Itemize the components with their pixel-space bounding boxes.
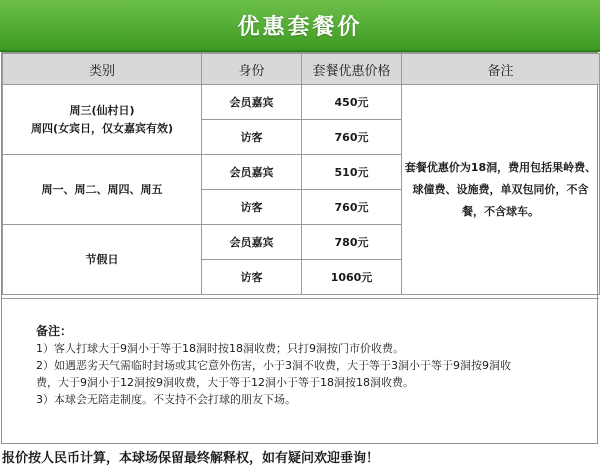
title-banner xyxy=(0,0,600,52)
category-line: 周四(女宾日，仅女嘉宾有效) xyxy=(30,121,174,135)
price-cell: 780元 xyxy=(302,225,402,260)
price-cell: 760元 xyxy=(302,190,402,225)
category-line: 周一、周二、周四、周五 xyxy=(41,182,163,196)
price-cell: 760元 xyxy=(302,120,402,155)
remarks-item: 1）客人打球大于9洞小于等于18洞时按18洞收费；只打9洞按门市价收费。 xyxy=(36,342,404,355)
page-title: 优惠套餐价 xyxy=(237,14,363,40)
column-header-note: 备注 xyxy=(402,54,600,85)
identity-cell: 访客 xyxy=(202,120,302,155)
column-header-identity: 身份 xyxy=(202,54,302,85)
category-cell xyxy=(3,155,202,225)
category-line: 周三(仙村日) xyxy=(69,103,135,117)
identity-cell: 访客 xyxy=(202,260,302,295)
identity-cell: 会员嘉宾 xyxy=(202,155,302,190)
identity-cell: 访客 xyxy=(202,190,302,225)
remarks-item: 3）本球会无陪走制度。不支持不会打球的朋友下场。 xyxy=(36,393,296,406)
identity-cell: 会员嘉宾 xyxy=(202,85,302,120)
column-header-price: 套餐优惠价格 xyxy=(302,54,402,85)
table-row xyxy=(3,85,600,120)
remarks-item: 2）如遇恶劣天气需临时封场或其它意外伤害，小于3洞不收费，大于等于3洞小于等于9洞按9洞收 xyxy=(36,359,511,372)
price-card xyxy=(1,52,598,444)
category-cell xyxy=(3,85,202,155)
price-cell: 450元 xyxy=(302,85,402,120)
price-table xyxy=(2,53,600,295)
note-cell: 套餐优惠价为18洞，费用包括果岭费、球僮费、设施费，单双包同价，不含餐，不含球车。 xyxy=(402,85,600,295)
category-cell xyxy=(3,225,202,295)
footer-notice: 报价按人民币计算，本球场保留最终解释权，如有疑问欢迎垂询！ xyxy=(0,448,600,470)
column-header-category: 类别 xyxy=(3,54,202,85)
remarks-item: 费，大于9洞小于12洞按9洞收费，大于等于12洞小于等于18洞按18洞收费。 xyxy=(36,376,414,389)
remarks-title: 备注： xyxy=(36,324,73,338)
price-cell: 1060元 xyxy=(302,260,402,295)
price-cell: 510元 xyxy=(302,155,402,190)
remarks-section xyxy=(2,298,599,445)
identity-cell: 会员嘉宾 xyxy=(202,225,302,260)
category-line: 节假日 xyxy=(85,252,119,266)
table-header-row xyxy=(3,54,600,85)
